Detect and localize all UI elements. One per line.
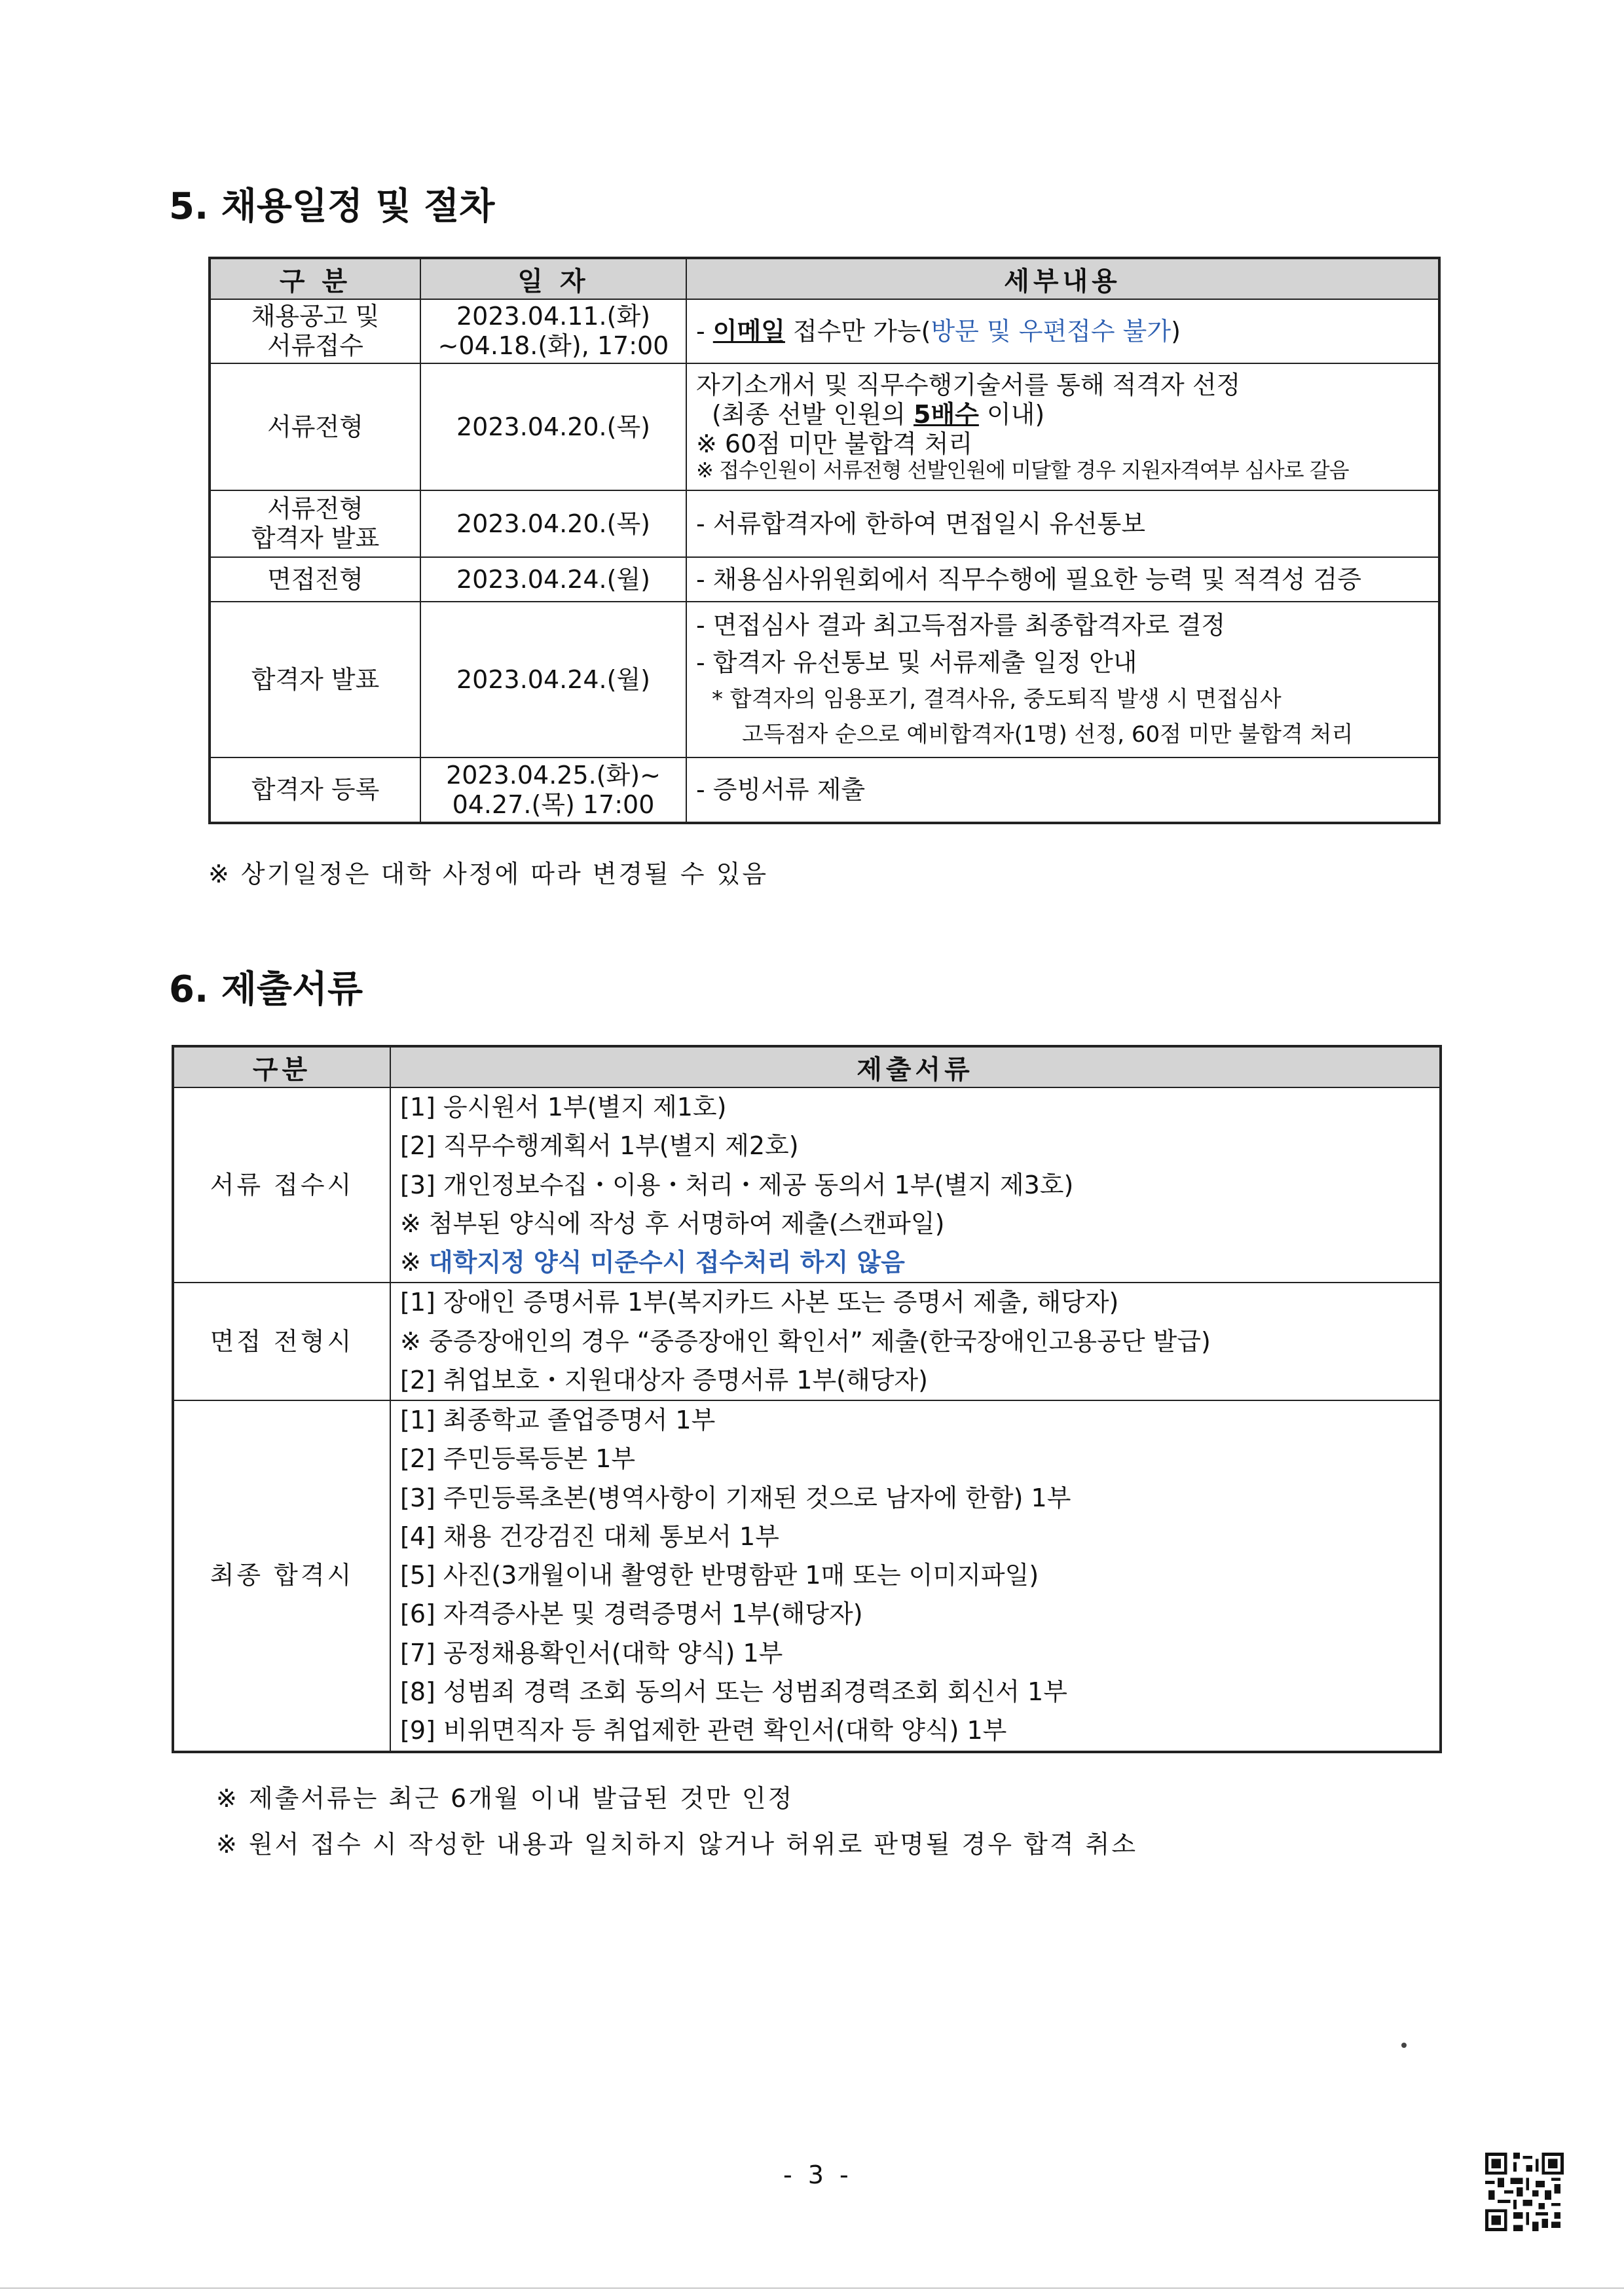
details-cell: - 이메일 접수만 가능(방문 및 우편접수 불가) <box>686 299 1439 363</box>
date-cell: 2023.04.20.(목) <box>420 363 686 490</box>
category-cell: 면접 전형시 <box>173 1283 390 1400</box>
table-row <box>210 490 1439 557</box>
list-item: [4] 채용 건강검진 대체 통보서 1부 <box>400 1522 779 1551</box>
header-category: 구 분 <box>210 258 420 299</box>
table-header-row <box>173 1046 1441 1087</box>
table-row <box>173 1400 1441 1751</box>
date-cell: 2023.04.25.(화)~ 04.27.(목) 17:00 <box>420 757 686 823</box>
documents-cell <box>390 1087 1441 1283</box>
qr-code-icon <box>1485 2153 1564 2231</box>
documents-note-1: ※ 제출서류는 최근 6개월 이내 발급된 것만 인정 <box>216 1784 794 1813</box>
schedule-table <box>208 257 1441 824</box>
details-cell: 자기소개서 및 직무수행기술서를 통해 적격자 선정 (최종 선발 인원의 5배수 이내) ※ 60점 미만 불합격 처리 ※ 접수인원이 서류전형 선발인원에 미달할 경우 지원자격여부 심사로 갈음 <box>686 363 1439 490</box>
category-cell: 채용공고 및 서류접수 <box>210 299 420 363</box>
documents-cell <box>390 1400 1441 1751</box>
table-row <box>173 1283 1441 1400</box>
page-edge-line <box>0 2287 1624 2289</box>
table-row <box>210 363 1439 490</box>
table-row <box>210 602 1439 757</box>
details-cell: - 증빙서류 제출 <box>686 757 1439 823</box>
table-header-row <box>210 258 1439 299</box>
list-item: [9] 비위면직자 등 취업제한 관련 확인서(대학 양식) 1부 <box>400 1716 1007 1745</box>
category-cell: 서류전형 합격자 발표 <box>210 490 420 557</box>
list-item: [1] 응시원서 1부(별지 제1호) <box>400 1093 727 1121</box>
blue-notice: 방문 및 우편접수 불가 <box>931 316 1172 346</box>
list-item: [2] 직무수행계획서 1부(별지 제2호) <box>400 1131 799 1161</box>
list-item: [8] 성범죄 경력 조회 동의서 또는 성범죄경력조회 회신서 1부 <box>400 1677 1067 1706</box>
scan-speck <box>1401 2043 1407 2048</box>
header-date: 일 자 <box>420 258 686 299</box>
table-row <box>173 1087 1441 1283</box>
category-cell: 합격자 발표 <box>210 602 420 757</box>
list-item: ※ 첨부된 양식에 작성 후 서명하여 제출(스캔파일) <box>400 1209 945 1238</box>
table-row <box>210 757 1439 823</box>
list-item: [7] 공정채용확인서(대학 양식) 1부 <box>400 1638 783 1667</box>
list-item: ※ 중증장애인의 경우 “중증장애인 확인서” 제출(한국장애인고용공단 발급) <box>400 1326 1211 1356</box>
documents-table <box>172 1045 1442 1753</box>
list-item: [3] 주민등록초본(병역사항이 기재된 것으로 남자에 한함) 1부 <box>400 1483 1071 1512</box>
list-item: [2] 취업보호・지원대상자 증명서류 1부(해당자) <box>400 1365 928 1394</box>
details-cell: - 서류합격자에 한하여 면접일시 유선통보 <box>686 490 1439 557</box>
category-cell: 합격자 등록 <box>210 757 420 823</box>
header-details: 세부내용 <box>686 258 1439 299</box>
date-cell: 2023.04.24.(월) <box>420 602 686 757</box>
table-row <box>210 299 1439 363</box>
category-cell: 최종 합격시 <box>173 1400 390 1751</box>
list-item: [1] 최종학교 졸업증명서 1부 <box>400 1406 716 1435</box>
documents-cell <box>390 1283 1441 1400</box>
section-title-schedule: 5. 채용일정 및 절차 <box>169 185 495 228</box>
blue-warning: 대학지정 양식 미준수시 접수처리 하지 않음 <box>428 1248 905 1277</box>
category-cell: 서류 접수시 <box>173 1087 390 1283</box>
list-item: [2] 주민등록등본 1부 <box>400 1444 636 1474</box>
list-item: [6] 자격증사본 및 경력증명서 1부(해당자) <box>400 1599 863 1629</box>
email-emphasis: 이메일 <box>712 316 785 346</box>
page-number: - 3 - <box>783 2160 853 2189</box>
date-cell: 2023.04.20.(목) <box>420 490 686 557</box>
date-cell: 2023.04.11.(화) ~04.18.(화), 17:00 <box>420 299 686 363</box>
details-cell: - 면접심사 결과 최고득점자를 최종합격자로 결정 - 합격자 유선통보 및 서류제출 일정 안내 * 합격자의 임용포기, 결격사유, 중도퇴직 발생 시 면접심사 고득점자 순으로 예비합격자(1명) 선정, 60점 미만 불합격 처리 <box>686 602 1439 757</box>
list-item: [5] 사진(3개월이내 촬영한 반명함판 1매 또는 이미지파일) <box>400 1561 1039 1590</box>
category-cell: 면접전형 <box>210 557 420 602</box>
details-cell: - 채용심사위원회에서 직무수행에 필요한 능력 및 적격성 검증 <box>686 557 1439 602</box>
date-cell: 2023.04.24.(월) <box>420 557 686 602</box>
schedule-note: ※ 상기일정은 대학 사정에 따라 변경될 수 있음 <box>208 860 769 888</box>
header-documents: 제출서류 <box>390 1046 1441 1087</box>
section-title-documents: 6. 제출서류 <box>169 968 363 1011</box>
list-item: [3] 개인정보수집・이용・처리・제공 동의서 1부(별지 제3호) <box>400 1170 1074 1199</box>
category-cell: 서류전형 <box>210 363 420 490</box>
list-item: ※ 대학지정 양식 미준수시 접수처리 하지 않음 <box>400 1248 905 1277</box>
table-row <box>210 557 1439 602</box>
documents-note-2: ※ 원서 접수 시 작성한 내용과 일치하지 않거나 허위로 판명될 경우 합격 취소 <box>216 1830 1138 1859</box>
list-item: [1] 장애인 증명서류 1부(복지카드 사본 또는 증명서 제출, 해당자) <box>400 1288 1119 1317</box>
header-category: 구분 <box>173 1046 390 1087</box>
